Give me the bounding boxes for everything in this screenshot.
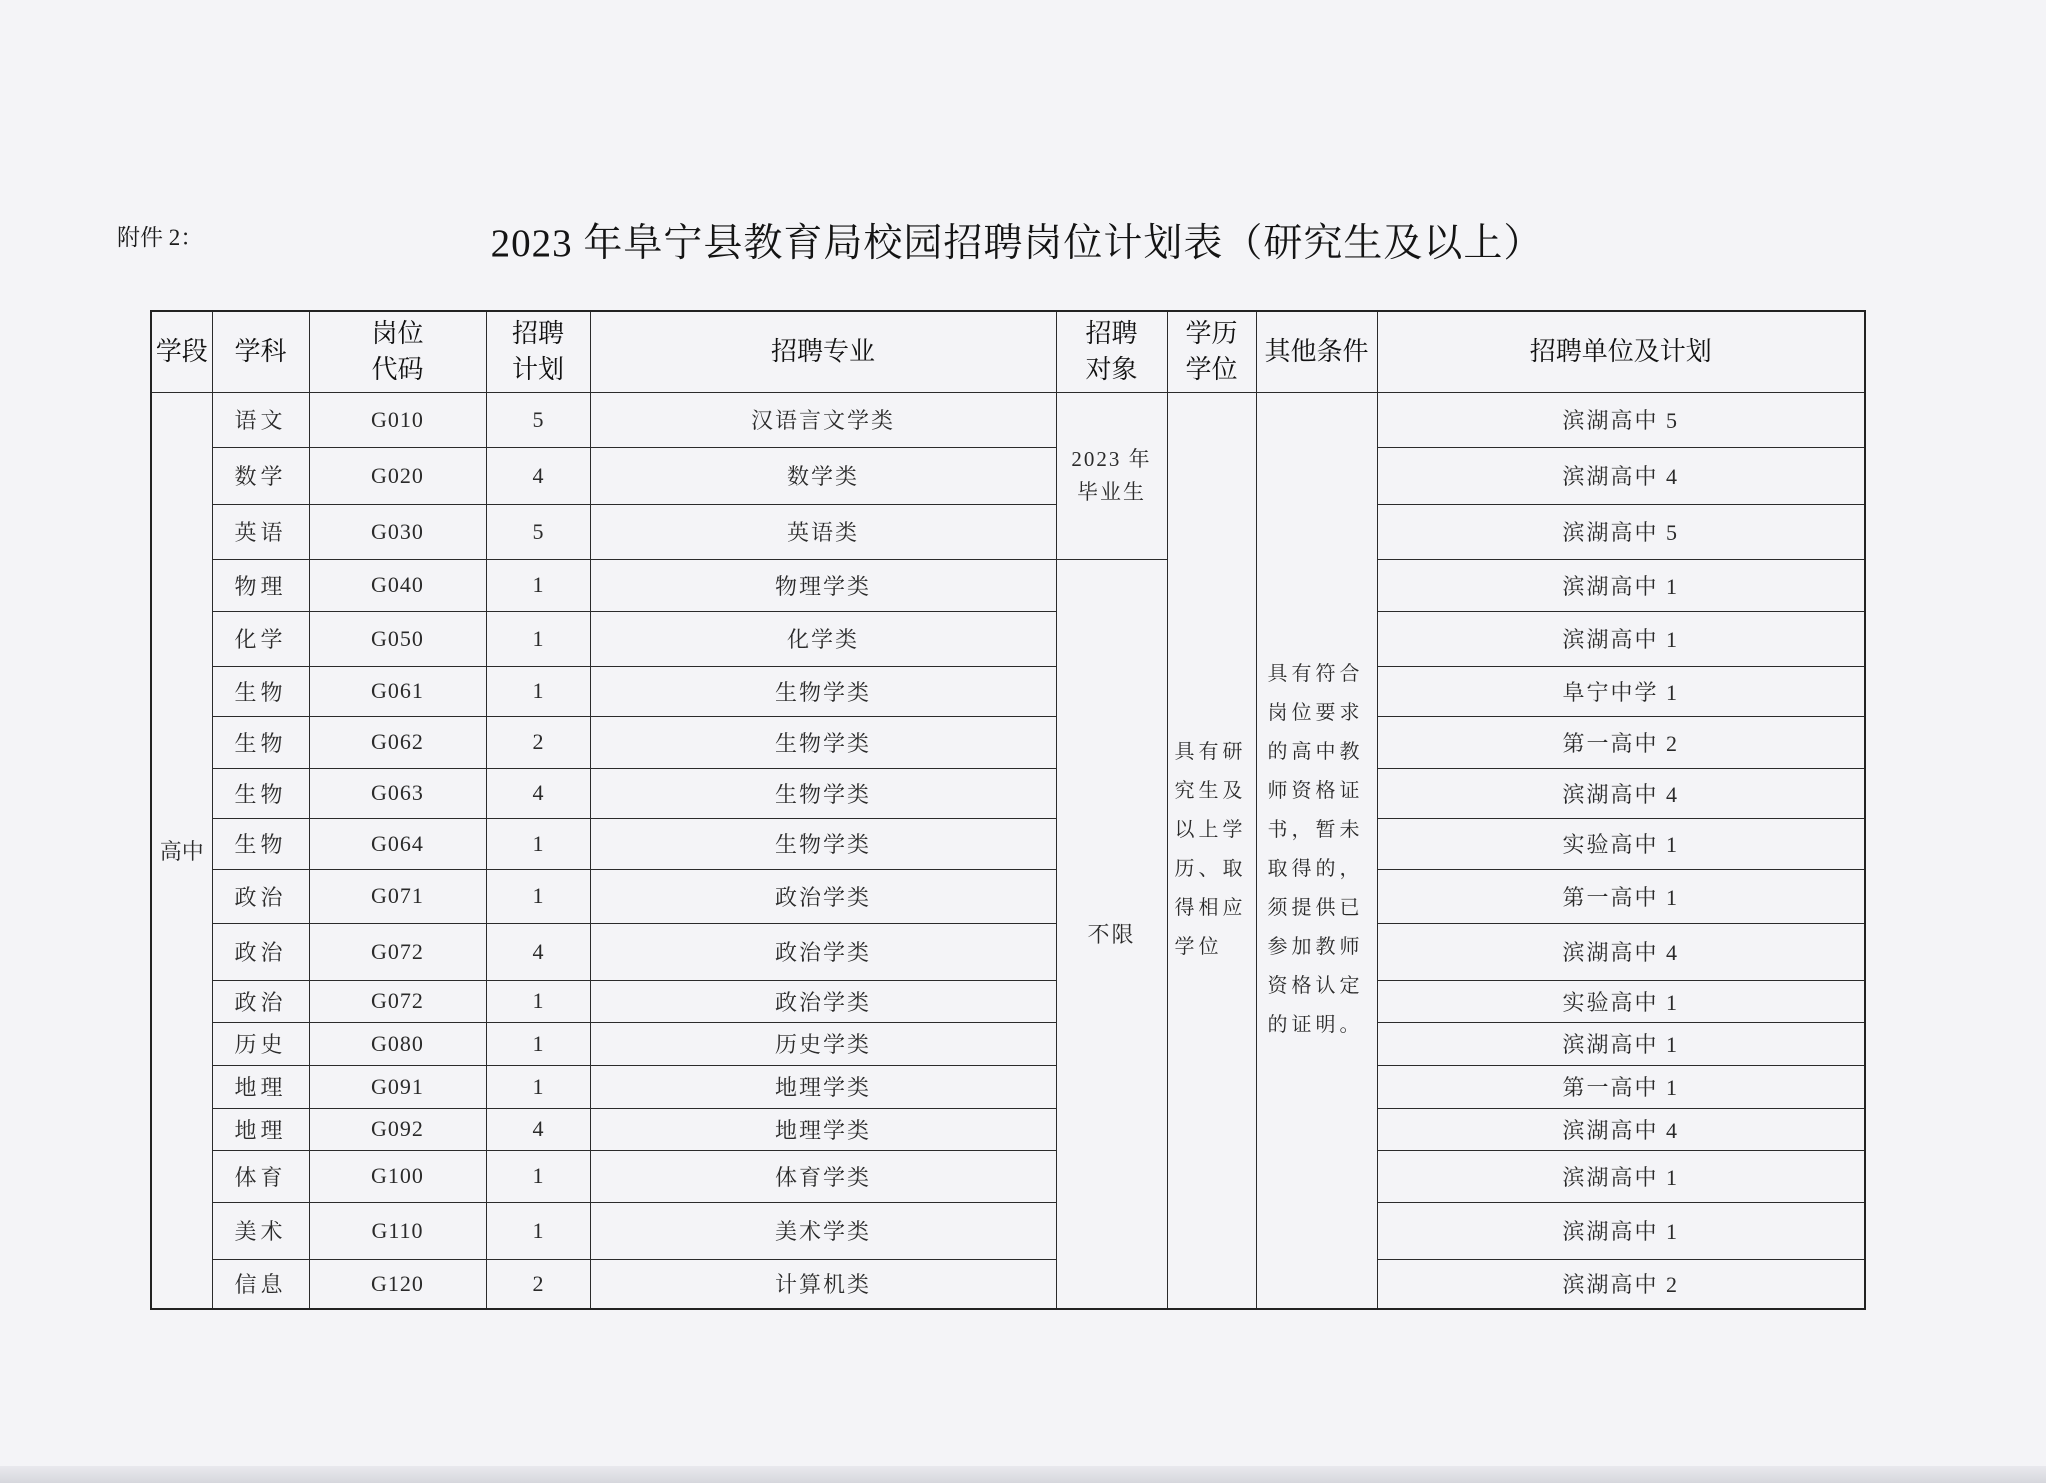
- table-row: [151, 1065, 1865, 1108]
- position-code-cell: G072: [309, 980, 486, 1022]
- unit-plan-cell: 第一高中 1: [1377, 1065, 1865, 1108]
- quota-cell: 5: [486, 392, 590, 447]
- subject-cell: 生物: [212, 768, 309, 818]
- subject-cell: 美术: [212, 1202, 309, 1259]
- position-code-cell: G110: [309, 1202, 486, 1259]
- degree-requirement-text: 具有研究生及以上学历、取得相应学位: [1174, 741, 1247, 959]
- major-cell: 生物学类: [590, 818, 1056, 869]
- unit-plan-cell: 实验高中 1: [1377, 980, 1865, 1022]
- subject-cell: 政治: [212, 923, 309, 980]
- unit-plan-cell: 滨湖高中 1: [1377, 1202, 1865, 1259]
- position-code-cell: G040: [309, 559, 486, 611]
- subject-cell: 化学: [212, 611, 309, 666]
- unit-plan-cell: 第一高中 1: [1377, 869, 1865, 923]
- position-code-cell: G080: [309, 1022, 486, 1065]
- position-code-cell: G063: [309, 768, 486, 818]
- quota-cell: 5: [486, 504, 590, 559]
- major-cell: 物理学类: [590, 559, 1056, 611]
- subject-cell: 地理: [212, 1108, 309, 1150]
- major-cell: 政治学类: [590, 980, 1056, 1022]
- subject-cell: 生物: [212, 716, 309, 768]
- subject-cell: 语文: [212, 392, 309, 447]
- table-row: [151, 504, 1865, 559]
- major-cell: 美术学类: [590, 1202, 1056, 1259]
- unit-plan-cell: 第一高中 2: [1377, 716, 1865, 768]
- table-row: [151, 768, 1865, 818]
- major-cell: 生物学类: [590, 768, 1056, 818]
- subject-cell: 生物: [212, 818, 309, 869]
- header-subject: 学科: [212, 311, 309, 392]
- recruitment-plan-table: [150, 310, 1866, 1310]
- header-quota: [486, 311, 590, 392]
- position-code-cell: G091: [309, 1065, 486, 1108]
- unit-plan-cell: 滨湖高中 1: [1377, 559, 1865, 611]
- header-level: 学段: [151, 311, 212, 392]
- position-code-cell: G010: [309, 392, 486, 447]
- page-title: 2023 年阜宁县教育局校园招聘岗位计划表（研究生及以上）: [490, 222, 1544, 265]
- subject-cell: 生物: [212, 666, 309, 716]
- subject-cell: 英语: [212, 504, 309, 559]
- quota-cell: 4: [486, 1108, 590, 1150]
- table-row: [151, 1202, 1865, 1259]
- position-code-cell: G071: [309, 869, 486, 923]
- table-row: [151, 666, 1865, 716]
- quota-cell: 1: [486, 666, 590, 716]
- position-code-cell: G050: [309, 611, 486, 666]
- major-cell: 计算机类: [590, 1259, 1056, 1309]
- unit-plan-cell: 实验高中 1: [1377, 818, 1865, 869]
- target-graduates-text: 2023 年毕业生: [1071, 446, 1152, 504]
- subject-cell: 物理: [212, 559, 309, 611]
- quota-cell: 1: [486, 559, 590, 611]
- target-cell-unlimited: 不限: [1056, 559, 1167, 1309]
- unit-plan-cell: 滨湖高中 4: [1377, 923, 1865, 980]
- subject-cell: 体育: [212, 1150, 309, 1202]
- quota-cell: 4: [486, 768, 590, 818]
- table-row: [151, 611, 1865, 666]
- header-major: 招聘专业: [590, 311, 1056, 392]
- unit-plan-cell: 滨湖高中 1: [1377, 1022, 1865, 1065]
- major-cell: 体育学类: [590, 1150, 1056, 1202]
- quota-cell: 1: [486, 1202, 590, 1259]
- subject-cell: 政治: [212, 869, 309, 923]
- attachment-label: 附件 2：: [117, 225, 204, 250]
- position-code-cell: G092: [309, 1108, 486, 1150]
- other-conditions-cell: [1256, 392, 1377, 1309]
- position-code-cell: G064: [309, 818, 486, 869]
- other-conditions-text: 具有符合岗位要求的高中教师资格证书，暂未取得的，须提供已参加教师资格认定的证明。: [1267, 663, 1364, 1037]
- position-code-cell: G020: [309, 447, 486, 504]
- table-row: [151, 1108, 1865, 1150]
- subject-cell: 数学: [212, 447, 309, 504]
- header-position-code: [309, 311, 486, 392]
- major-cell: 生物学类: [590, 666, 1056, 716]
- table-row: [151, 818, 1865, 869]
- unit-plan-cell: 滨湖高中 4: [1377, 447, 1865, 504]
- table-row: [151, 869, 1865, 923]
- major-cell: 地理学类: [590, 1108, 1056, 1150]
- unit-plan-cell: 滨湖高中 4: [1377, 1108, 1865, 1150]
- table-row: [151, 980, 1865, 1022]
- quota-cell: 4: [486, 923, 590, 980]
- scan-edge: [0, 1466, 2046, 1483]
- major-cell: 政治学类: [590, 869, 1056, 923]
- quota-cell: 1: [486, 980, 590, 1022]
- header-units: 招聘单位及计划: [1377, 311, 1865, 392]
- major-cell: 化学类: [590, 611, 1056, 666]
- table-row: [151, 447, 1865, 504]
- target-cell-graduates: [1056, 392, 1167, 559]
- major-cell: 英语类: [590, 504, 1056, 559]
- major-cell: 政治学类: [590, 923, 1056, 980]
- table-row: [151, 1022, 1865, 1065]
- position-code-cell: G100: [309, 1150, 486, 1202]
- quota-cell: 1: [486, 1022, 590, 1065]
- quota-cell: 2: [486, 1259, 590, 1309]
- unit-plan-cell: 滨湖高中 5: [1377, 504, 1865, 559]
- position-code-cell: G072: [309, 923, 486, 980]
- table-row: [151, 923, 1865, 980]
- table-row: [151, 559, 1865, 611]
- subject-cell: 信息: [212, 1259, 309, 1309]
- header-target-label: 招聘对象: [1085, 318, 1138, 384]
- unit-plan-cell: 阜宁中学 1: [1377, 666, 1865, 716]
- table-header-row: [151, 311, 1865, 392]
- school-level-cell: 高中: [151, 392, 212, 1309]
- major-cell: 汉语言文学类: [590, 392, 1056, 447]
- table-row: [151, 1259, 1865, 1309]
- unit-plan-cell: 滨湖高中 4: [1377, 768, 1865, 818]
- position-code-cell: G061: [309, 666, 486, 716]
- table-row: [151, 716, 1865, 768]
- header-quota-label: 招聘计划: [511, 318, 564, 384]
- table-row: [151, 1150, 1865, 1202]
- position-code-cell: G030: [309, 504, 486, 559]
- subject-cell: 地理: [212, 1065, 309, 1108]
- major-cell: 地理学类: [590, 1065, 1056, 1108]
- subject-cell: 历史: [212, 1022, 309, 1065]
- position-code-cell: G120: [309, 1259, 486, 1309]
- quota-cell: 1: [486, 869, 590, 923]
- unit-plan-cell: 滨湖高中 2: [1377, 1259, 1865, 1309]
- quota-cell: 2: [486, 716, 590, 768]
- header-target: [1056, 311, 1167, 392]
- header-position-code-label: 岗位代码: [371, 318, 424, 384]
- quota-cell: 1: [486, 1065, 590, 1108]
- quota-cell: 1: [486, 611, 590, 666]
- unit-plan-cell: 滨湖高中 1: [1377, 611, 1865, 666]
- subject-cell: 政治: [212, 980, 309, 1022]
- header-degree: [1167, 311, 1256, 392]
- position-code-cell: G062: [309, 716, 486, 768]
- quota-cell: 1: [486, 1150, 590, 1202]
- major-cell: 生物学类: [590, 716, 1056, 768]
- quota-cell: 1: [486, 818, 590, 869]
- major-cell: 数学类: [590, 447, 1056, 504]
- table-row: [151, 392, 1865, 447]
- unit-plan-cell: 滨湖高中 1: [1377, 1150, 1865, 1202]
- quota-cell: 4: [486, 447, 590, 504]
- major-cell: 历史学类: [590, 1022, 1056, 1065]
- unit-plan-cell: 滨湖高中 5: [1377, 392, 1865, 447]
- degree-requirement-cell: [1167, 392, 1256, 1309]
- header-degree-label: 学历学位: [1185, 318, 1238, 384]
- header-other-conditions: 其他条件: [1256, 311, 1377, 392]
